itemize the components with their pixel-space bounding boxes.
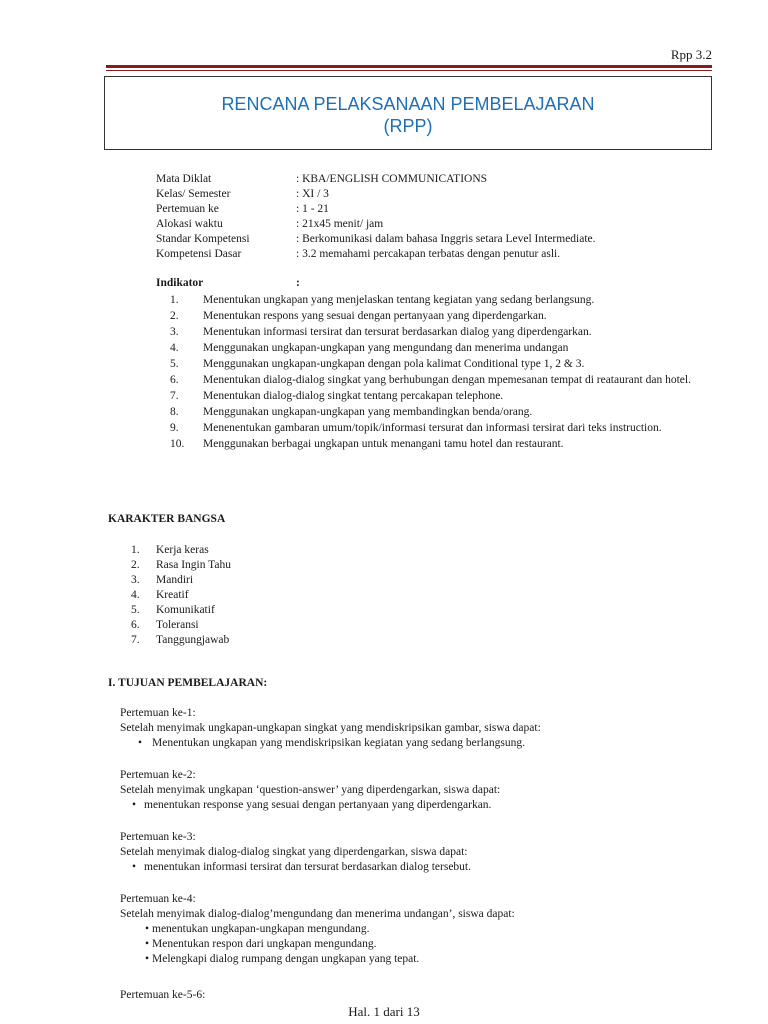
karakter-list	[131, 543, 231, 648]
list-number: 5.	[131, 604, 140, 616]
meta-label: Standar Kompetensi	[156, 233, 250, 245]
document-subtitle: (RPP)	[383, 116, 433, 136]
list-number: 4.	[131, 589, 140, 601]
meta-value: : KBA/ENGLISH COMMUNICATIONS	[296, 173, 488, 185]
meta-value: : Berkomunikasi dalam bahasa Inggris setara Level Intermediate.	[296, 233, 596, 245]
list-text: Menggunakan ungkapan-ungkapan dengan pola kalimat Conditional type 1, 2 & 3.	[203, 358, 585, 370]
bullet-text: Melengkapi dialog rumpang dengan ungkapan yang tepat.	[152, 953, 420, 965]
list-number: 7.	[170, 390, 179, 402]
list-number: 2.	[170, 310, 179, 322]
list-text: Menentukan respons yang sesuai dengan pertanyaan yang diperdengarkan.	[203, 310, 547, 322]
bullet-item	[120, 937, 710, 952]
bullet-icon: •	[131, 799, 137, 811]
bullet-text: menentukan response yang sesuai dengan pertanyaan yang diperdengarkan.	[144, 799, 492, 811]
bullet-text: menentukan informasi tersirat dan tersurat berdasarkan dialog tersebut.	[144, 861, 471, 873]
list-item	[170, 293, 710, 308]
list-number: 9.	[170, 422, 179, 434]
list-item	[170, 421, 710, 436]
meeting-block	[120, 892, 710, 967]
list-item	[170, 373, 710, 388]
list-item	[131, 618, 231, 633]
list-item	[170, 325, 710, 340]
meta-label: Pertemuan ke	[156, 203, 219, 215]
indikator-colon: :	[296, 277, 300, 289]
list-item	[170, 437, 710, 452]
bullet-icon: •	[144, 938, 150, 950]
meta-label: Mata Diklat	[156, 173, 212, 185]
bullet-item	[120, 736, 710, 751]
list-text: Menggunakan ungkapan-ungkapan yang mengundang dan menerima undangan	[203, 342, 569, 354]
bullet-icon: •	[137, 737, 143, 749]
meeting-block	[120, 830, 710, 875]
list-item	[131, 603, 231, 618]
bullet-item	[120, 798, 710, 813]
document-title: RENCANA PELAKSANAAN PEMBELAJARAN	[221, 94, 595, 114]
list-text: Kreatif	[156, 589, 189, 601]
list-text: Kerja keras	[156, 544, 209, 556]
list-number: 1.	[131, 544, 140, 556]
bullet-icon: •	[144, 953, 150, 965]
list-text: Menentukan ungkapan yang menjelaskan tentang kegiatan yang sedang berlangsung.	[203, 294, 595, 306]
list-number: 10.	[170, 438, 185, 450]
meta-value: : 1 - 21	[296, 203, 329, 215]
bullet-text: Menentukan ungkapan yang mendiskripsikan kegiatan yang sedang berlangsung.	[152, 737, 526, 749]
meeting-title: Pertemuan ke-3:	[120, 831, 196, 843]
list-text: Menentukan dialog-dialog singkat yang berhubungan dengan mpemesanan tempat di reataurant dan hotel.	[203, 374, 691, 386]
list-number: 4.	[170, 342, 179, 354]
list-item	[170, 405, 710, 420]
list-item	[170, 389, 710, 404]
title-box	[104, 76, 712, 150]
meeting-block	[120, 768, 710, 813]
list-text: Tanggungjawab	[156, 634, 230, 646]
meta-row	[156, 202, 596, 217]
meta-row	[156, 247, 596, 262]
meta-label: Kompetensi Dasar	[156, 248, 242, 260]
meeting-title: Pertemuan ke-5-6:	[120, 989, 206, 1001]
bullet-item	[120, 922, 710, 937]
karakter-heading: KARAKTER BANGSA	[108, 513, 226, 525]
document-code: Rpp 3.2	[670, 47, 712, 62]
list-text: Rasa Ingin Tahu	[156, 559, 231, 571]
list-item	[131, 573, 231, 588]
list-number: 1.	[170, 294, 179, 306]
meta-row	[156, 187, 596, 202]
list-number: 6.	[170, 374, 179, 386]
bullet-text: menentukan ungkapan-ungkapan mengundang.	[152, 923, 370, 935]
meeting-intro: Setelah menyimak ungkapan ‘question-answer’ yang diperdengarkan, siswa dapat:	[120, 784, 501, 796]
page-number: Hal. 1 dari 13	[348, 1004, 420, 1019]
list-item	[131, 633, 231, 648]
meta-label: Kelas/ Semester	[156, 188, 231, 200]
meta-row	[156, 232, 596, 247]
meta-value: : 3.2 memahami percakapan terbatas dengan penutur asli.	[296, 248, 561, 260]
list-number: 6.	[131, 619, 140, 631]
meeting-intro: Setelah menyimak ungkapan-ungkapan singkat yang mendiskripsikan gambar, siswa dapat:	[120, 722, 541, 734]
indikator-list	[170, 293, 710, 453]
list-item	[170, 357, 710, 372]
list-number: 2.	[131, 559, 140, 571]
bullet-icon: •	[131, 861, 137, 873]
bullet-text: Menentukan respon dari ungkapan mengundang.	[152, 938, 377, 950]
bullet-icon: •	[144, 923, 150, 935]
list-text: Menggunakan ungkapan-ungkapan yang membandingkan benda/orang.	[203, 406, 533, 418]
tujuan-heading: I. TUJUAN PEMBELAJARAN:	[108, 677, 268, 689]
list-text: Menenentukan gambaran umum/topik/informasi tersurat dan informasi tersirat dari teks instruction.	[203, 422, 662, 434]
list-number: 5.	[170, 358, 179, 370]
header-rule-thick	[106, 65, 712, 68]
list-number: 8.	[170, 406, 179, 418]
list-text: Menentukan informasi tersirat dan tersurat berdasarkan dialog yang diperdengarkan.	[203, 326, 592, 338]
list-text: Mandiri	[156, 574, 194, 586]
meta-row	[156, 172, 596, 187]
list-item	[131, 558, 231, 573]
meta-table	[156, 172, 596, 262]
meeting-title: Pertemuan ke-1:	[120, 707, 196, 719]
list-item	[170, 309, 710, 324]
meta-label: Alokasi waktu	[156, 218, 223, 230]
meta-value: : 21x45 menit/ jam	[296, 218, 384, 230]
list-text: Komunikatif	[156, 604, 215, 616]
list-item	[170, 341, 710, 356]
meeting-intro: Setelah menyimak dialog-dialog’mengundang dan menerima undangan’, siswa dapat:	[120, 908, 515, 920]
list-number: 7.	[131, 634, 140, 646]
bullet-item	[120, 860, 710, 875]
list-item	[131, 543, 231, 558]
meeting-intro: Setelah menyimak dialog-dialog singkat yang diperdengarkan, siswa dapat:	[120, 846, 468, 858]
list-number: 3.	[170, 326, 179, 338]
list-text: Toleransi	[156, 619, 199, 631]
meta-value: : XI / 3	[296, 188, 329, 200]
meeting-block	[120, 706, 710, 751]
meta-row	[156, 217, 596, 232]
meeting-title: Pertemuan ke-2:	[120, 769, 196, 781]
indikator-heading: Indikator	[156, 277, 204, 289]
list-text: Menentukan dialog-dialog singkat tentang percakapan telephone.	[203, 390, 504, 402]
bullet-item	[120, 952, 710, 967]
header-rule-thin	[106, 70, 712, 71]
list-text: Menggunakan berbagai ungkapan untuk menangani tamu hotel dan restaurant.	[203, 438, 564, 450]
meeting-title: Pertemuan ke-4:	[120, 893, 196, 905]
list-item	[131, 588, 231, 603]
meeting-block	[120, 988, 710, 1003]
list-number: 3.	[131, 574, 140, 586]
